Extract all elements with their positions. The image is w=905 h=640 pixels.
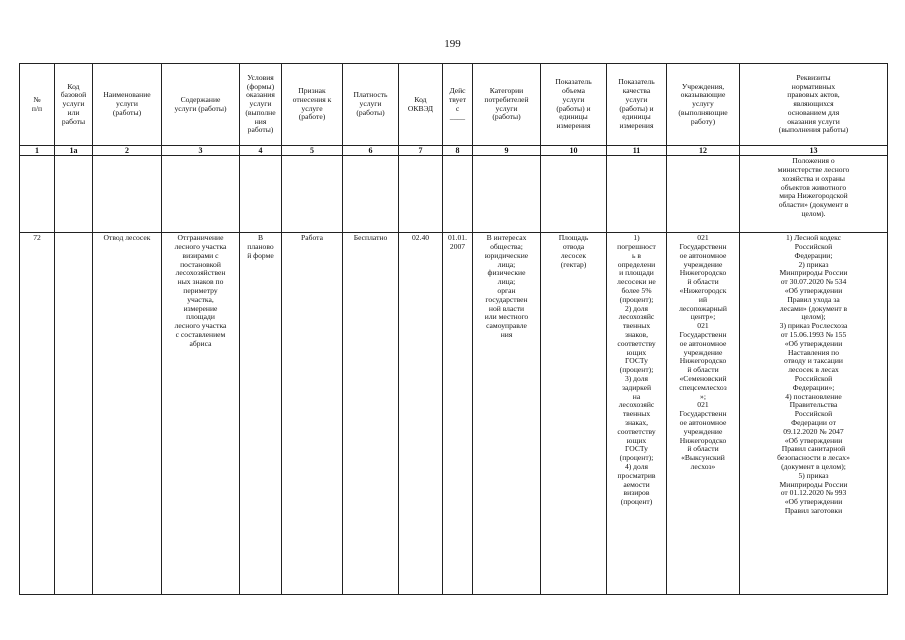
header-cell-7: Код ОКВЭД [399, 64, 443, 146]
empty-cell [607, 156, 667, 233]
column-number: 11 [607, 146, 667, 156]
header-cell-10: Показатель объема услуги (работы) и единицы измерения [541, 64, 607, 146]
service-name: Отвод лесосек [93, 233, 162, 595]
header-cell-13: Реквизиты нормативных правовых актов, являющихся основанием для оказания услуги (выполнения работы) [740, 64, 888, 146]
header-cell-8: Дейс твует с ____ [443, 64, 473, 146]
empty-cell [473, 156, 541, 233]
empty-cell [399, 156, 443, 233]
column-number: 8 [443, 146, 473, 156]
empty-cell [55, 156, 93, 233]
continuation-legal-acts: Положения о министерстве лесного хозяйства и охраны объектов животного мира Нижегородской области» (документ в целом). [740, 156, 888, 233]
header-cell-11: Показатель качества услуги (работы) и единицы измерения [607, 64, 667, 146]
consumer-categories: В интересах общества; юридические лица; физические лица; орган государствен ной власти или местного самоуправле ния [473, 233, 541, 595]
quality-indicator: 1) погрешност ь в определени и площади лесосеки не более 5% (процент); 2) доля лесохозяйс твенных знаков, соответству ющих ГОСТу (процент); 3) доля задиркей на лесохозяйс твенных знаках, соответству ющих ГОСТу (процент); 4) доля просматрив аемости визиров (процент) [607, 233, 667, 595]
header-cell-9: Категории потребителей услуги (работы) [473, 64, 541, 146]
service-payment: Бесплатно [343, 233, 399, 595]
empty-cell [443, 156, 473, 233]
table-row [20, 233, 888, 595]
empty-cell [667, 156, 740, 233]
empty-cell [93, 156, 162, 233]
column-number: 1а [55, 146, 93, 156]
page-number: 199 [444, 38, 461, 50]
empty-cell [282, 156, 343, 233]
service-conditions: В плановo й форме [240, 233, 282, 595]
column-number: 4 [240, 146, 282, 156]
providing-institutions: 021 Государственн ое автономное учреждение Нижегородско й области «Нижегородск ий лесопожарный центр»; 021 Государственн ое автономное учреждение Нижегородско й области «Семеновский спецсемлесхоз »; 021 Государственн ое автономное учреждение Нижегородско й области «Выксунский лесхоз» [667, 233, 740, 595]
okved-code: 02.40 [399, 233, 443, 595]
column-number: 13 [740, 146, 888, 156]
header-cell-5: Признак отнесения к услуге (работе) [282, 64, 343, 146]
header-row [20, 64, 888, 146]
empty-cell [20, 156, 55, 233]
header-cell-6: Платность услуги (работы) [343, 64, 399, 146]
header-cell-12: Учреждения, оказывающие услугу (выполняющие работу) [667, 64, 740, 146]
effective-date: 01.01. 2007 [443, 233, 473, 595]
header-cell-2: Наименование услуги (работы) [93, 64, 162, 146]
empty-cell [343, 156, 399, 233]
base-service-code [55, 233, 93, 595]
column-number: 7 [399, 146, 443, 156]
column-number: 1 [20, 146, 55, 156]
continuation-row [20, 156, 888, 233]
legal-acts: 1) Лесной кодекс Российской Федерации; 2) приказ Минприроды России от 30.07.2020 № 534 «Об утверждении Правил ухода за лесами» (документ в целом); 3) приказ Рослесхоза от 15.06.1993 № 155 «Об утверждении Наставления по отводу и таксации лесосек в лесах Российской Федерации»; 4) постановление Правительства Российской Федерации от 09.12.2020 № 2047 «Об утверждении Правил санитарной безопасности в лесах» (документ в целом); 5) приказ Минприроды России от 01.12.2020 № 993 «Об утверждении Правил заготовки [740, 233, 888, 595]
service-content: Отграничение лесного участка визирами с постановкой лесохозяйствен ных знаков по периметру участка, измерение площади лесного участка с составлением абриса [162, 233, 240, 595]
header-cell-3: Содержание услуги (работы) [162, 64, 240, 146]
empty-cell [541, 156, 607, 233]
column-number: 3 [162, 146, 240, 156]
services-table [19, 63, 888, 595]
column-number: 2 [93, 146, 162, 156]
service-attribute: Работа [282, 233, 343, 595]
empty-cell [240, 156, 282, 233]
header-cell-1: № п/п [20, 64, 55, 146]
volume-indicator: Площадь отвода лесосек (гектар) [541, 233, 607, 595]
empty-cell [162, 156, 240, 233]
column-number: 5 [282, 146, 343, 156]
header-cell-4: Условия (формы) оказания услуги (выполне ния работы) [240, 64, 282, 146]
row-number: 72 [20, 233, 55, 595]
column-number: 9 [473, 146, 541, 156]
column-number: 10 [541, 146, 607, 156]
column-number: 12 [667, 146, 740, 156]
column-number-row [20, 146, 888, 156]
header-cell-1a: Код базовой услуги или работы [55, 64, 93, 146]
column-number: 6 [343, 146, 399, 156]
